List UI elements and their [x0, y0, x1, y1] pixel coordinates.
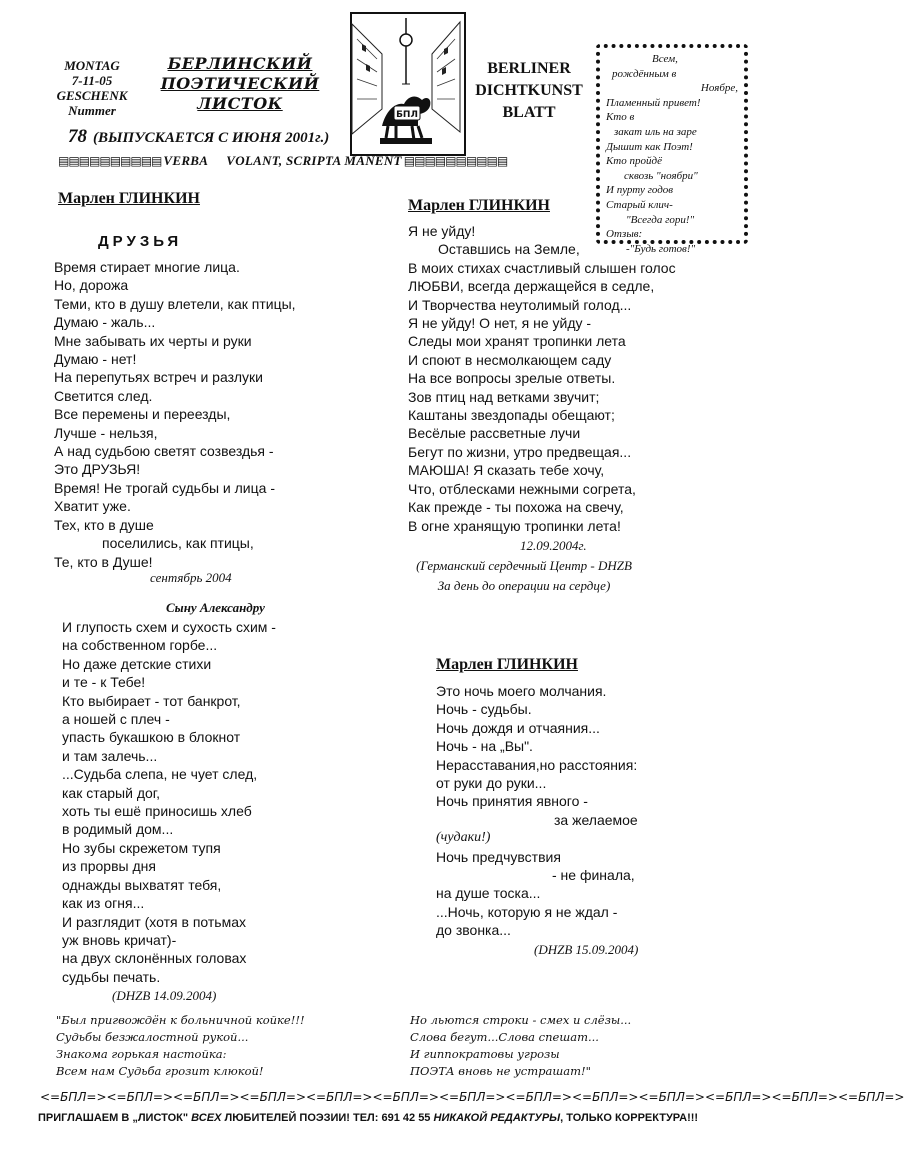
quote-line: Всем нам Судьба грозит клюкой! — [56, 1064, 264, 1078]
issue-line — [68, 126, 329, 148]
poem-line: Ночь предчувствия — [436, 848, 561, 865]
newspaper-title-ru — [140, 54, 340, 114]
motto-part: VERBA — [163, 153, 209, 168]
title-ru-line: ЛИСТОК — [197, 94, 283, 113]
title-de-line: BLATT — [502, 104, 556, 121]
author-name: Марлен ГЛИНКИН — [58, 190, 200, 207]
poem-line: Ночь - на „Вы". — [436, 738, 533, 755]
poem-line: как из огня... — [62, 895, 145, 912]
issue-number: 78 — [68, 126, 87, 147]
poem-line: И разглядит (хотя в потьмах — [62, 913, 246, 930]
greeting-line: Кто в — [606, 111, 635, 124]
poem-line: Но, дорожа — [54, 277, 129, 294]
note-line: (Германский сердечный Центр - DHZB — [416, 558, 632, 573]
poem-line: Зов птиц над ветками звучит; — [408, 388, 600, 405]
greeting-line: "Всегда гори!" — [626, 213, 695, 226]
poem-line: из прорвы дня — [62, 858, 156, 875]
poem-line: Что, отблесками нежными согрета, — [408, 480, 636, 497]
greeting-line: Кто пройдё — [606, 155, 662, 168]
poem-line: Время! Не трогай судьбы и лица - — [54, 479, 275, 496]
motto — [163, 153, 401, 169]
poem-line: ...Ночь, которую я не ждал - — [436, 903, 618, 920]
poem-line: Лучше - нельзя, — [54, 424, 158, 441]
greeting-line: рождённым в — [612, 67, 677, 80]
poem-line: хоть ты ешё приносишь хлеб — [62, 803, 252, 820]
poem-line: на душе тоска... — [436, 885, 541, 902]
poem-line: Это ДРУЗЬЯ! — [54, 461, 141, 478]
greeting-line: Старый клич- — [606, 198, 673, 211]
poem-line: ЛЮБВИ, всегда держащейся в седле, — [408, 278, 655, 295]
decorative-border: <=БПЛ=><=БПЛ=><=БПЛ=><=БПЛ=><=БПЛ=><=БПЛ=><=БПЛ=><=БПЛ=><=БПЛ=><=БПЛ=><=БПЛ=><=БПЛ=><=БПЛ=> — [40, 1090, 904, 1104]
poem-line: Ночь принятия явного - — [436, 793, 588, 810]
weekday: MONTAG — [64, 58, 120, 73]
quote-line: И гиппократовы угрозы — [410, 1047, 560, 1061]
poem-line: на собственном горбе... — [62, 637, 218, 654]
greeting-line: закат иль на заре — [614, 125, 697, 138]
greeting-line: -"Будь готов!" — [626, 242, 696, 255]
poem-line: Весёлые рассветные лучи — [408, 425, 581, 442]
poem-line: а ношей с плеч - — [62, 711, 170, 728]
poem-line: Это ночь моего молчания. — [436, 683, 607, 699]
poem-to-son — [62, 618, 276, 986]
poem-line: Но зубы скрежетом тупя — [62, 839, 221, 856]
poem-line: - не финала, — [552, 867, 635, 884]
author-name: Марлен ГЛИНКИН — [408, 197, 550, 214]
poem-line: Теми, кто в душу влетели, как птицы, — [54, 295, 296, 312]
poem-line: на двух склонённых головах — [62, 950, 247, 967]
poem-line: как старый дог, — [62, 784, 161, 801]
poem-line: Каштаны звездопады обещают; — [408, 407, 615, 424]
greeting-line: сквозь "ноябри" — [624, 169, 698, 182]
poem-line: Как прежде - ты похожа на свечу, — [408, 499, 624, 516]
quote-line: Но льются строки - смех и слёзы... — [410, 1013, 632, 1027]
poem-line: ...Судьба слепа, не чует след, — [62, 766, 258, 783]
birthday-greeting-box — [596, 44, 748, 255]
poem-line: Следы мои хранят тропинки лета — [408, 333, 626, 350]
poem-line: В моих стихах счастливый слышен голос — [408, 259, 676, 276]
poem-line: И глупость схем и сухость схим - — [62, 619, 276, 635]
bottom-quote-left — [56, 1012, 305, 1080]
issue-date: 7-11-05 — [71, 73, 113, 88]
poem-line: И споют в несмолкающем саду — [408, 351, 612, 368]
poem-line: Но даже детские стихи — [62, 655, 212, 672]
logo-text: БПЛ — [396, 110, 418, 120]
poem-line: за желаемое — [554, 811, 638, 828]
berlin-sketch-icon — [352, 14, 460, 150]
title-de-line: DICHTKUNST — [475, 82, 583, 99]
poem-line: Я не уйду! О нет, я не уйду - — [408, 315, 592, 332]
quote-line: "Был пригвождён к больничной койке!!! — [56, 1013, 305, 1027]
poem-line: МАЮША! Я сказать тебе хочу, — [408, 462, 605, 479]
note-line: За день до операции на сердце) — [437, 578, 611, 593]
poem-line: Мне забывать их черты и руки — [54, 332, 252, 349]
poem-line: Ночь - судьбы. — [436, 701, 532, 718]
bottom-quote-right — [410, 1012, 631, 1080]
poem-date: (DHZB 15.09.2004) — [534, 942, 639, 957]
poem-line: В огне хранящую тропинки лета! — [408, 517, 621, 534]
greeting-line: Ноябре, — [700, 82, 738, 95]
gift-label: GESCHENK — [56, 88, 128, 103]
poem-line: Те, кто в Душе! — [54, 553, 153, 570]
poem-line: Нерасставания,но расстояния: — [436, 756, 638, 773]
poem-dedication: Сыну Александру — [166, 600, 265, 615]
poem-line: от руки до руки... — [436, 775, 547, 792]
poem-line: поселились, как птицы, — [102, 535, 254, 552]
poem-friends — [54, 258, 296, 571]
poem-line: На перепутьях встреч и разлуки — [54, 369, 263, 386]
poem-line: Все перемены и переезды, — [54, 406, 231, 423]
number-label: Nummer — [68, 103, 116, 118]
poem-line: Думаю - нет! — [54, 351, 137, 368]
motto-row — [58, 150, 598, 172]
poem-line: Светится след. — [54, 387, 153, 404]
poem-line: (чудаки!) — [436, 830, 491, 846]
footer-part: ПРИГЛАШАЕМ В „ЛИСТОК" — [38, 1112, 189, 1124]
poem-date: (DHZB 14.09.2004) — [112, 988, 217, 1003]
poem-line: Время стирает многие лица. — [54, 259, 240, 275]
poem-line: в родимый дом... — [62, 821, 174, 838]
poem-title: ДРУЗЬЯ — [98, 233, 183, 250]
poem-line: Кто выбирает - тот банкрот, — [62, 692, 241, 709]
author-name: Марлен ГЛИНКИН — [436, 656, 578, 673]
footer-phone: ЛЮБИТЕЛЕЙ ПОЭЗИИ! ТЕЛ: 691 42 55 — [224, 1112, 431, 1124]
footer-part: ВСЕХ — [191, 1112, 222, 1124]
motto-part: VOLANT, SCRIPTA — [226, 153, 341, 168]
poem-line: однажды выхватят тебя, — [62, 876, 222, 893]
title-ru-line: ПОЭТИЧЕСКИЙ — [160, 74, 320, 93]
footer-part: НИКАКОЙ РЕДАКТУРЫ — [433, 1112, 561, 1124]
poem-line: Я не уйду! — [408, 223, 476, 239]
quote-line: ПОЭТА вновь не устрашат!" — [410, 1064, 591, 1078]
logo-illustration — [350, 12, 466, 156]
poem-line: Думаю - жаль... — [54, 314, 156, 331]
poem-night — [436, 682, 638, 940]
title-ru-line: БЕРЛИНСКИЙ — [167, 54, 313, 73]
greeting-line: Отзыв: — [606, 228, 643, 241]
quote-line: Знакома горькая настойка: — [56, 1047, 227, 1061]
issue-date-block — [52, 58, 132, 118]
poem-i-wont-leave — [408, 222, 676, 535]
greeting-line: Всем, — [652, 53, 678, 65]
poem-note — [404, 556, 644, 596]
footer-invitation — [38, 1112, 778, 1124]
poem-line: И Творчества неутолимый голод... — [408, 296, 632, 313]
greeting-line: Пламенный привет! — [606, 96, 701, 109]
poem-line: упасть букашкою в блокнот — [62, 729, 241, 746]
issue-text: (ВЫПУСКАЕТСЯ С ИЮНЯ 2001г.) — [93, 130, 330, 146]
poem-line: Оставшись на Земле, — [438, 241, 580, 258]
newspaper-title-de — [474, 58, 584, 124]
poem-line: и там залечь... — [62, 747, 158, 764]
title-de-line: BERLINER — [487, 60, 571, 77]
quote-line: Слова бегут...Слова спешат... — [410, 1030, 599, 1044]
document-icons-right: ▤▤▤▤▤▤▤▤▤▤ — [403, 154, 508, 168]
quote-line: Судьбы безжалостной рукой... — [56, 1030, 249, 1044]
poem-line: судьбы печать. — [62, 968, 161, 985]
poem-line: Тех, кто в душе — [54, 516, 154, 533]
poem-line: Хватит уже. — [54, 498, 131, 515]
greeting-line: Дышит как Поэт! — [606, 140, 693, 153]
poem-date: сентябрь 2004 — [150, 570, 232, 585]
poem-line: Ночь дождя и отчаяния... — [436, 719, 600, 736]
poem-line: Бегут по жизни, утро предвещая... — [408, 443, 632, 460]
poem-line: На все вопросы зрелые ответы. — [408, 370, 616, 387]
footer-part: , ТОЛЬКО КОРРЕКТУРА!!! — [560, 1112, 699, 1124]
poem-line: А над судьбою светят созвездья - — [54, 443, 274, 460]
poem-date: 12.09.2004г. — [520, 538, 587, 553]
motto-part: MANENT — [344, 153, 402, 168]
poem-line: уж вновь кричат)- — [62, 931, 177, 948]
greeting-line: И пурту годов — [606, 184, 674, 197]
poem-line: до звонка... — [436, 922, 511, 939]
document-icons-left: ▤▤▤▤▤▤▤▤▤▤ — [58, 154, 162, 168]
poem-line: и те - к Тебе! — [62, 674, 146, 691]
